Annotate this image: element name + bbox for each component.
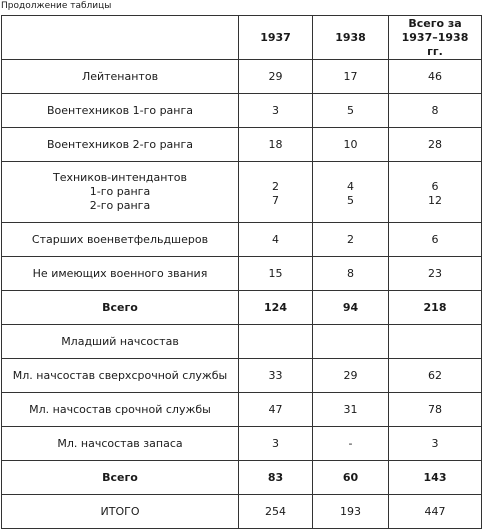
cell-1937: 33 [239, 359, 313, 393]
row-label: ИТОГО [2, 495, 239, 529]
cell-1938: 17 [313, 60, 389, 94]
row-label: Мл. начсостав запаса [2, 427, 239, 461]
cell-1938: 94 [313, 291, 389, 325]
header-year-1938: 1938 [313, 16, 389, 60]
table-row-section-heading [2, 325, 482, 359]
row-label: Воентехников 2-го ранга [2, 128, 239, 162]
table-row [2, 162, 482, 223]
cell-1938: 60 [313, 461, 389, 495]
cell-1937-b: 7 [272, 193, 279, 207]
table-row [2, 223, 482, 257]
table-caption: Продолжение таблицы [1, 1, 112, 11]
row-label: Старших военветфельдшеров [2, 223, 239, 257]
header-total-period [389, 16, 482, 60]
cell-1937 [239, 325, 313, 359]
cell-total: 6 [389, 223, 482, 257]
row-label: Младший начсостав [2, 325, 239, 359]
cell-1938: 8 [313, 257, 389, 291]
row-label-line2: 1-го ранга [89, 185, 151, 198]
cell-1938 [313, 162, 389, 223]
cell-1938: 193 [313, 495, 389, 529]
row-label: Всего [2, 291, 239, 325]
cell-total: 62 [389, 359, 482, 393]
cell-total: 46 [389, 60, 482, 94]
row-label-line1: Техников-интендантов [52, 171, 188, 184]
cell-1938: 10 [313, 128, 389, 162]
table-row [2, 257, 482, 291]
header-total-line2: 1937–1938 гг. [401, 30, 469, 58]
cell-total: 143 [389, 461, 482, 495]
table-row [2, 427, 482, 461]
row-label: Мл. начсостав сверхсрочной службы [2, 359, 239, 393]
cell-1937: 4 [239, 223, 313, 257]
cell-1937-a: 2 [272, 179, 279, 193]
table-row [2, 393, 482, 427]
cell-1938-a: 4 [347, 179, 354, 193]
table-row [2, 359, 482, 393]
row-label: Лейтенантов [2, 60, 239, 94]
cell-1937: 18 [239, 128, 313, 162]
row-label: Всего [2, 461, 239, 495]
cell-1937: 3 [239, 94, 313, 128]
cell-total [389, 325, 482, 359]
row-label: Мл. начсостав срочной службы [2, 393, 239, 427]
cell-total: 447 [389, 495, 482, 529]
cell-total: 28 [389, 128, 482, 162]
cell-1937: 3 [239, 427, 313, 461]
cell-1938: - [313, 427, 389, 461]
table-row-grand-total [2, 495, 482, 529]
table-row [2, 94, 482, 128]
cell-1938 [313, 325, 389, 359]
table-row-subtotal [2, 291, 482, 325]
cell-1937: 83 [239, 461, 313, 495]
cell-1938: 29 [313, 359, 389, 393]
header-total-line1: Всего за [408, 16, 462, 30]
cell-1937: 124 [239, 291, 313, 325]
cell-total: 23 [389, 257, 482, 291]
row-label: Воентехников 1-го ранга [2, 94, 239, 128]
cell-total-b: 12 [428, 193, 442, 207]
row-label [2, 162, 239, 223]
row-label: Не имеющих военного звания [2, 257, 239, 291]
table-row [2, 60, 482, 94]
officer-statistics-table [1, 15, 482, 529]
cell-1937 [239, 162, 313, 223]
cell-1938: 5 [313, 94, 389, 128]
cell-1937: 15 [239, 257, 313, 291]
header-category [2, 16, 239, 60]
cell-1938: 2 [313, 223, 389, 257]
cell-total: 3 [389, 427, 482, 461]
header-year-1937: 1937 [239, 16, 313, 60]
cell-1937: 47 [239, 393, 313, 427]
cell-1937: 29 [239, 60, 313, 94]
table-header-row [2, 16, 482, 60]
cell-1938-b: 5 [347, 193, 354, 207]
cell-total: 8 [389, 94, 482, 128]
cell-1938: 31 [313, 393, 389, 427]
cell-total-a: 6 [431, 179, 439, 193]
cell-total: 78 [389, 393, 482, 427]
cell-total [389, 162, 482, 223]
table-row-subtotal [2, 461, 482, 495]
row-label-line3: 2-го ранга [89, 199, 151, 212]
table-row [2, 128, 482, 162]
cell-total: 218 [389, 291, 482, 325]
cell-1937: 254 [239, 495, 313, 529]
